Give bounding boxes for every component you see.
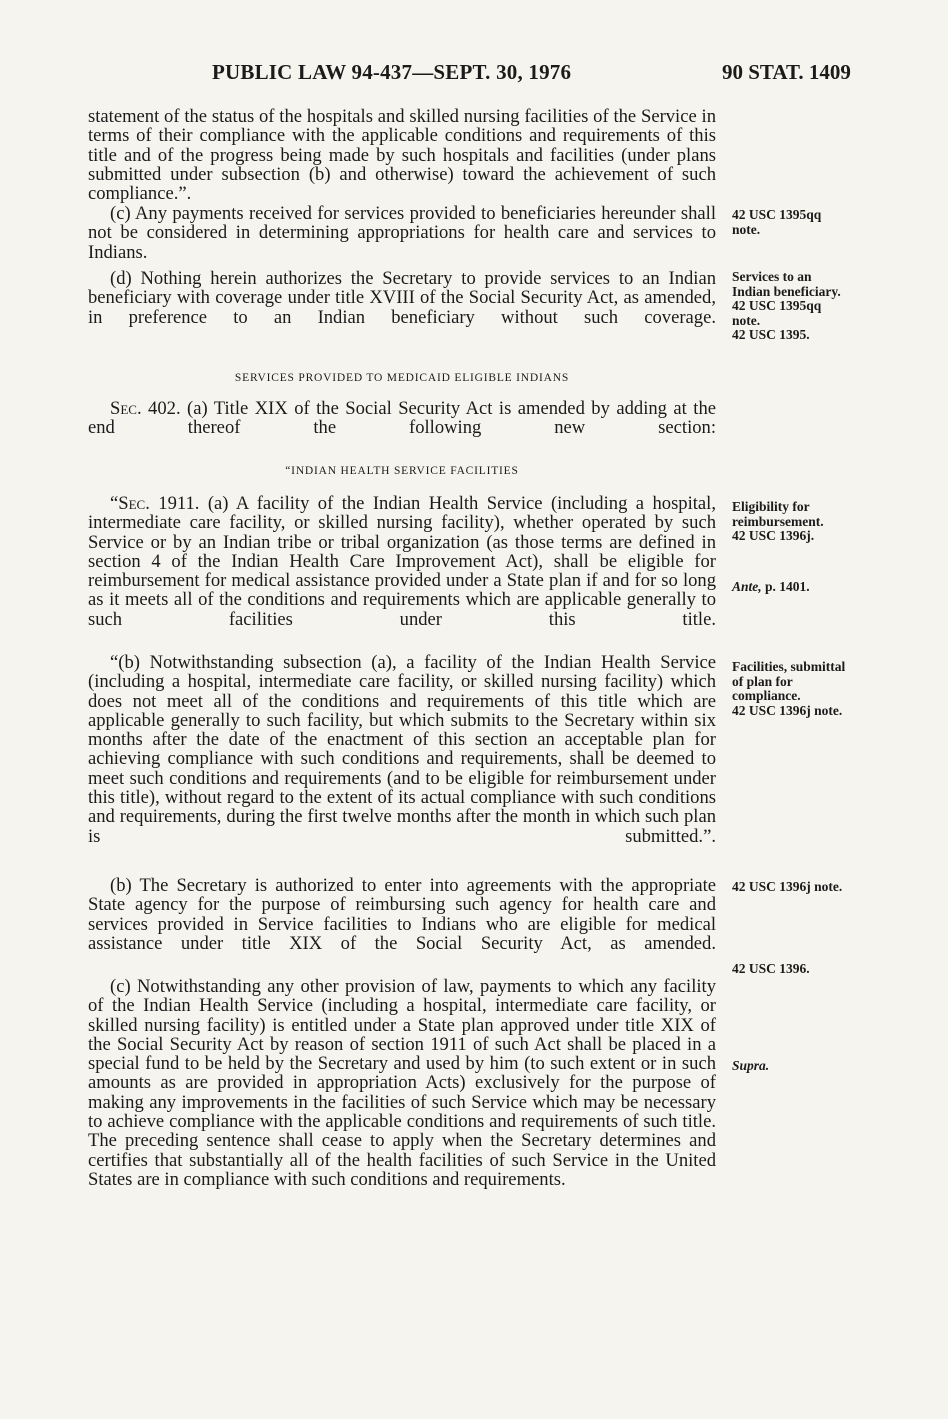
header-title: PUBLIC LAW 94-437—SEPT. 30, 1976 xyxy=(212,60,572,84)
section-label: “Sec. xyxy=(110,493,150,514)
margin-note-citation: 42 USC 1395. xyxy=(732,327,810,342)
margin-note-heading: Services to an Indian beneficiary. xyxy=(732,269,841,299)
paragraph-d-nothing-herein xyxy=(88,269,716,327)
margin-note-citation: 42 USC 1396j. xyxy=(732,528,815,543)
margin-note-facilities-plan xyxy=(732,660,852,718)
section-heading-medicaid: SERVICES PROVIDED TO MEDICAID ELIGIBLE INDIANS xyxy=(234,372,570,384)
header-stat-page: 90 STAT. 1409 xyxy=(722,60,851,84)
margin-note-heading: Eligibility for reimbursement. xyxy=(732,499,824,529)
margin-note-text: p. 1401. xyxy=(761,579,810,594)
paragraph-text: (c) Notwithstanding any other provision of law, payments to which any facility of the Indian Health Service (including a hospital, intermediate care facility, or skilled nursing facility) is entitled under a State plan approved under title XIX of the Social Security Act by reason of section 1911 of such Act shall be placed in a special fund to be held by the Secretary and used by him (to such extent or in such amounts as are provided in appropriation Acts) exclusively for the purpose of making any improvements in the facilities of such Service which may be necessary to achieve compliance with the applicable conditions and requirements of such title. The preceding sentence shall cease to apply when the Secretary determines and certifies that substantially all of the health facilities of such Service in the United States are in compliance with such conditions and requirements. xyxy=(88,976,716,1190)
paragraph-text: 1911. (a) A facility of the Indian Health Service (including a hospital, intermediate care facility, or skilled nursing facility), whether operated by such Service or by an Indian tribe or tribal organization (as those terms are defined in section 4 of the Indian Health Care Improvement Act), shall be eligible for reimbursement for medical assistance provided under a State plan if and for so long as it meets all of the conditions and requirements which are applicable generally to such facilities under this title. xyxy=(88,493,716,630)
paragraph-sec-402-a xyxy=(88,399,716,438)
page-header xyxy=(0,60,948,90)
margin-note-services-beneficiary xyxy=(732,270,852,343)
paragraph-text: (b) The Secretary is authorized to enter into agreements with the appropriate State agency for the purpose of reimbursing such agency for health care and services provided in Service facilities to Indians who are eligible for medical assistance under title XIX of the Social Security Act, as amended. xyxy=(88,875,716,954)
section-heading-ihs-facilities: “INDIAN HEALTH SERVICE FACILITIES xyxy=(285,465,519,477)
margin-note-ante xyxy=(732,580,852,595)
paragraph-text: statement of the status of the hospitals and skilled nursing facilities of the Service in terms of their compliance with the applicable conditions and requirements of this title and of the progress being made by such hospitals and facilities (under plans submitted under subsection (b) and otherwise) toward the achievement of such compliance.”. xyxy=(88,106,716,205)
margin-note-citation: 42 USC 1395qq note. xyxy=(732,298,822,328)
paragraph-c-payments xyxy=(88,204,716,262)
section-label: Sec. xyxy=(110,398,142,419)
paragraph-text: (c) Any payments received for services provided to beneficiaries hereunder shall not be considered in determining appropriations for health care and services to Indians. xyxy=(88,203,716,263)
margin-note-citation: 42 USC 1396j note. xyxy=(732,702,843,718)
margin-note-italic: Supra. xyxy=(732,1058,770,1073)
paragraph-text: 402. (a) Title XIX of the Social Security Act is amended by adding at the end thereof the following new section: xyxy=(88,398,716,439)
margin-note-supra xyxy=(732,1059,852,1074)
paragraph-text: (d) Nothing herein authorizes the Secretary to provide services to an Indian beneficiary with coverage under title XVIII of the Social Security Act, as amended, in preference to an Indian beneficiary without such coverage. xyxy=(88,268,716,328)
margin-note-1395qq: 42 USC 1395qq note. xyxy=(732,207,822,237)
margin-note-1396j: 42 USC 1396j note. xyxy=(732,879,843,894)
paragraph-sec-402-b xyxy=(88,876,716,953)
paragraph-status-statement xyxy=(88,107,716,203)
paragraph-sec-402-c xyxy=(88,977,716,1189)
margin-note-heading: Facilities, submittal of plan for compliance. xyxy=(732,659,846,703)
margin-note-1396: 42 USC 1396. xyxy=(732,961,810,976)
paragraph-text: “(b) Notwithstanding subsection (a), a facility of the Indian Health Service (including a hospital, intermediate care facility, or skilled nursing facility) which does not meet all of the conditions and requirements of this title which are applicable generally to such facility, but which submits to the Secretary within six months after the date of the enactment of this section an acceptable plan for achieving compliance with such conditions and requirements, shall be deemed to meet such conditions and requirements (and to be eligible for reimbursement under this title), without regard to the extent of its actual compliance with such conditions and requirements, during the first twelve months after the month in which such plan is submitted.”. xyxy=(88,652,716,847)
paragraph-sec-1911-a xyxy=(88,494,716,629)
paragraph-sec-1911-b xyxy=(88,653,716,846)
margin-note-eligibility xyxy=(732,500,852,544)
margin-note-italic: Ante, xyxy=(732,579,762,594)
